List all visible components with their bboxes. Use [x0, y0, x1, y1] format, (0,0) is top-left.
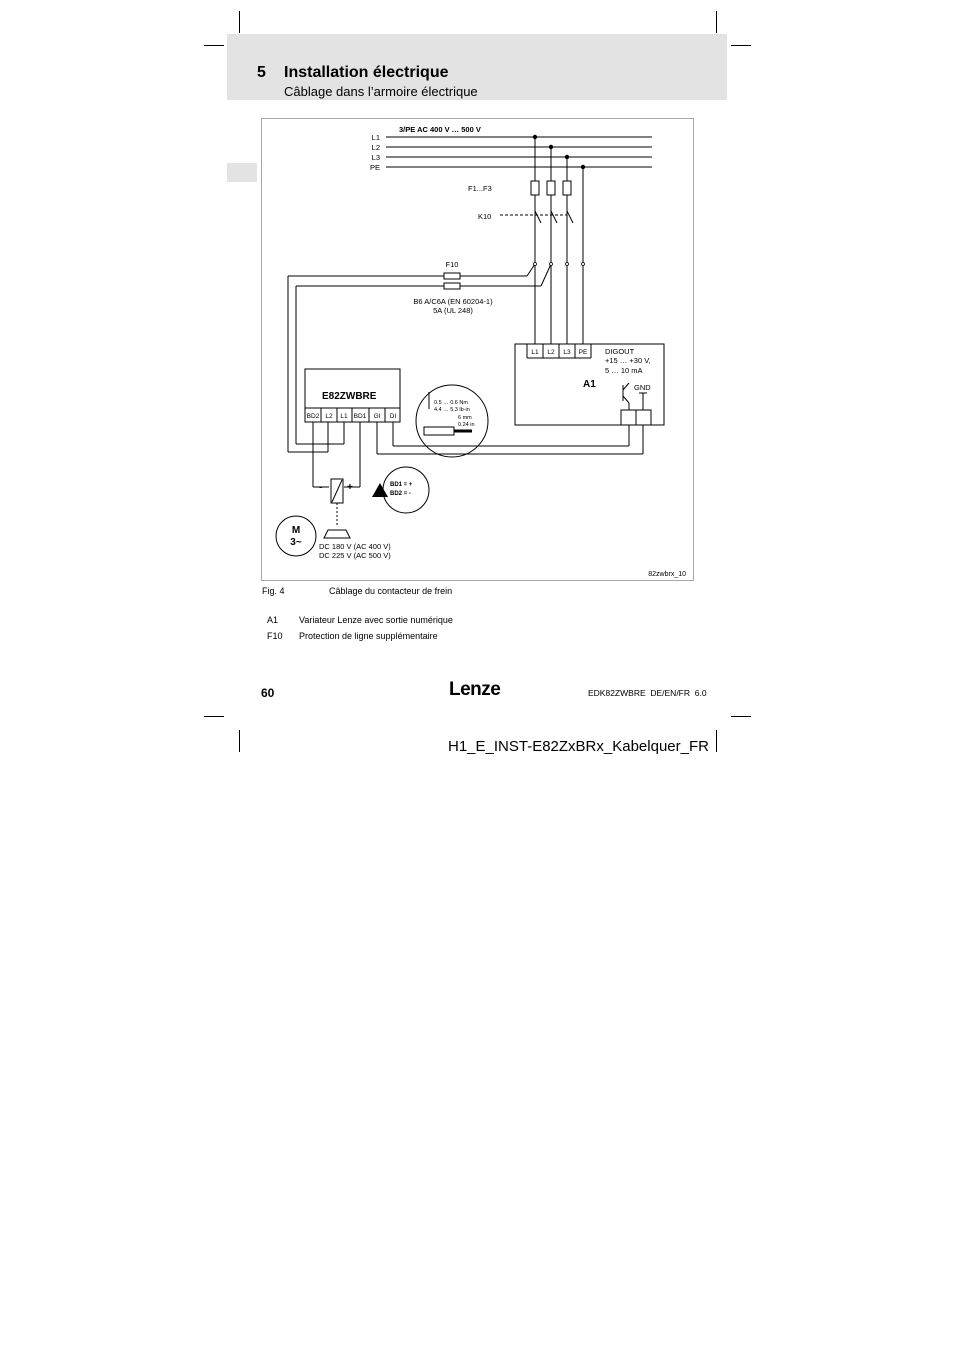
crop-mark — [731, 716, 751, 717]
wiring-diagram — [261, 118, 694, 581]
chapter-title: Installation électrique — [284, 64, 449, 81]
print-job-title: H1_E_INST-E82ZxBRx_Kabelquer_FR — [448, 738, 709, 755]
brake-voltage-400: DC 180 V (AC 400 V) — [319, 542, 391, 551]
module-name: E82ZWBRE — [322, 391, 377, 402]
digout-current: 5 … 10 mA — [605, 366, 643, 375]
line-label-l3: L3 — [371, 153, 380, 162]
chapter-subtitle: Câblage dans l’armoire électrique — [284, 84, 478, 99]
legend-key: F10 — [267, 631, 283, 641]
legend-value: Protection de ligne supplémentaire — [299, 631, 438, 641]
strip-length-in: 0.24 in — [458, 422, 475, 428]
crop-mark — [204, 45, 224, 46]
torque-lbin: 4.4 … 5.3 lb-in — [434, 407, 470, 413]
module-terminal-bd2: BD2 — [306, 413, 320, 420]
supply-voltage-label: 3/PE AC 400 V … 500 V — [399, 125, 481, 134]
fuses-label: F1...F3 — [468, 184, 492, 193]
figure-caption-text: Câblage du contacteur de frein — [329, 586, 453, 596]
brake-plus: + — [347, 482, 353, 493]
crop-mark — [239, 11, 240, 33]
gnd-label: GND — [634, 383, 651, 392]
motor-label: M — [291, 525, 301, 536]
digout-voltage: +15 … +30 V, — [605, 356, 651, 365]
line-label-l2: L2 — [371, 143, 380, 152]
module-terminal-bd1: BD1 — [353, 413, 367, 420]
inverter-terminal-pe: PE — [578, 349, 588, 356]
figure-caption-label: Fig. 4 — [262, 586, 285, 596]
brand-logo: Lenze — [449, 679, 501, 700]
module-terminal-l1: L1 — [340, 413, 348, 420]
module-terminal-di: DI — [389, 413, 397, 420]
crop-mark — [716, 730, 717, 752]
module-terminal-l2: L2 — [325, 413, 333, 420]
torque-nm: 0.5 … 0.6 Nm — [434, 400, 468, 406]
crop-mark — [239, 730, 240, 752]
contactor-label: K10 — [478, 212, 492, 221]
crop-mark — [204, 716, 224, 717]
crop-mark — [716, 11, 717, 33]
inverter-terminal-l1: L1 — [531, 349, 539, 356]
line-label-pe: PE — [369, 163, 380, 172]
module-terminal-gi: GI — [373, 413, 381, 420]
extra-fuse-spec-ul: 5A (UL 248) — [433, 306, 473, 315]
chapter-number: 5 — [257, 64, 266, 81]
inverter-terminal-l3: L3 — [563, 349, 571, 356]
crop-mark — [731, 45, 751, 46]
brake-minus: - — [319, 482, 323, 493]
strip-length-mm: 6 mm — [458, 415, 472, 421]
motor-phase-label: 3~ — [290, 537, 302, 548]
figure-id: 82zwbrx_10 — [648, 571, 686, 578]
bd2-note: BD2 = - — [390, 491, 411, 497]
extra-fuse-spec: B6 A/C6A (EN 60204-1) — [413, 297, 493, 306]
chapter-side-tab — [227, 163, 257, 182]
brake-voltage-500: DC 225 V (AC 500 V) — [319, 551, 391, 560]
document-code: EDK82ZWBRE DE/EN/FR 6.0 — [588, 688, 707, 698]
page-number: 60 — [261, 686, 275, 700]
legend-value: Variateur Lenze avec sortie numérique — [299, 615, 453, 625]
extra-fuse-label: F10 — [445, 260, 459, 269]
inverter-label: A1 — [583, 379, 596, 390]
inverter-terminal-l2: L2 — [547, 349, 555, 356]
bd1-note: BD1 = + — [390, 482, 413, 488]
digout-label: DIGOUT — [605, 347, 635, 356]
legend-key: A1 — [267, 615, 279, 625]
line-label-l1: L1 — [371, 133, 380, 142]
